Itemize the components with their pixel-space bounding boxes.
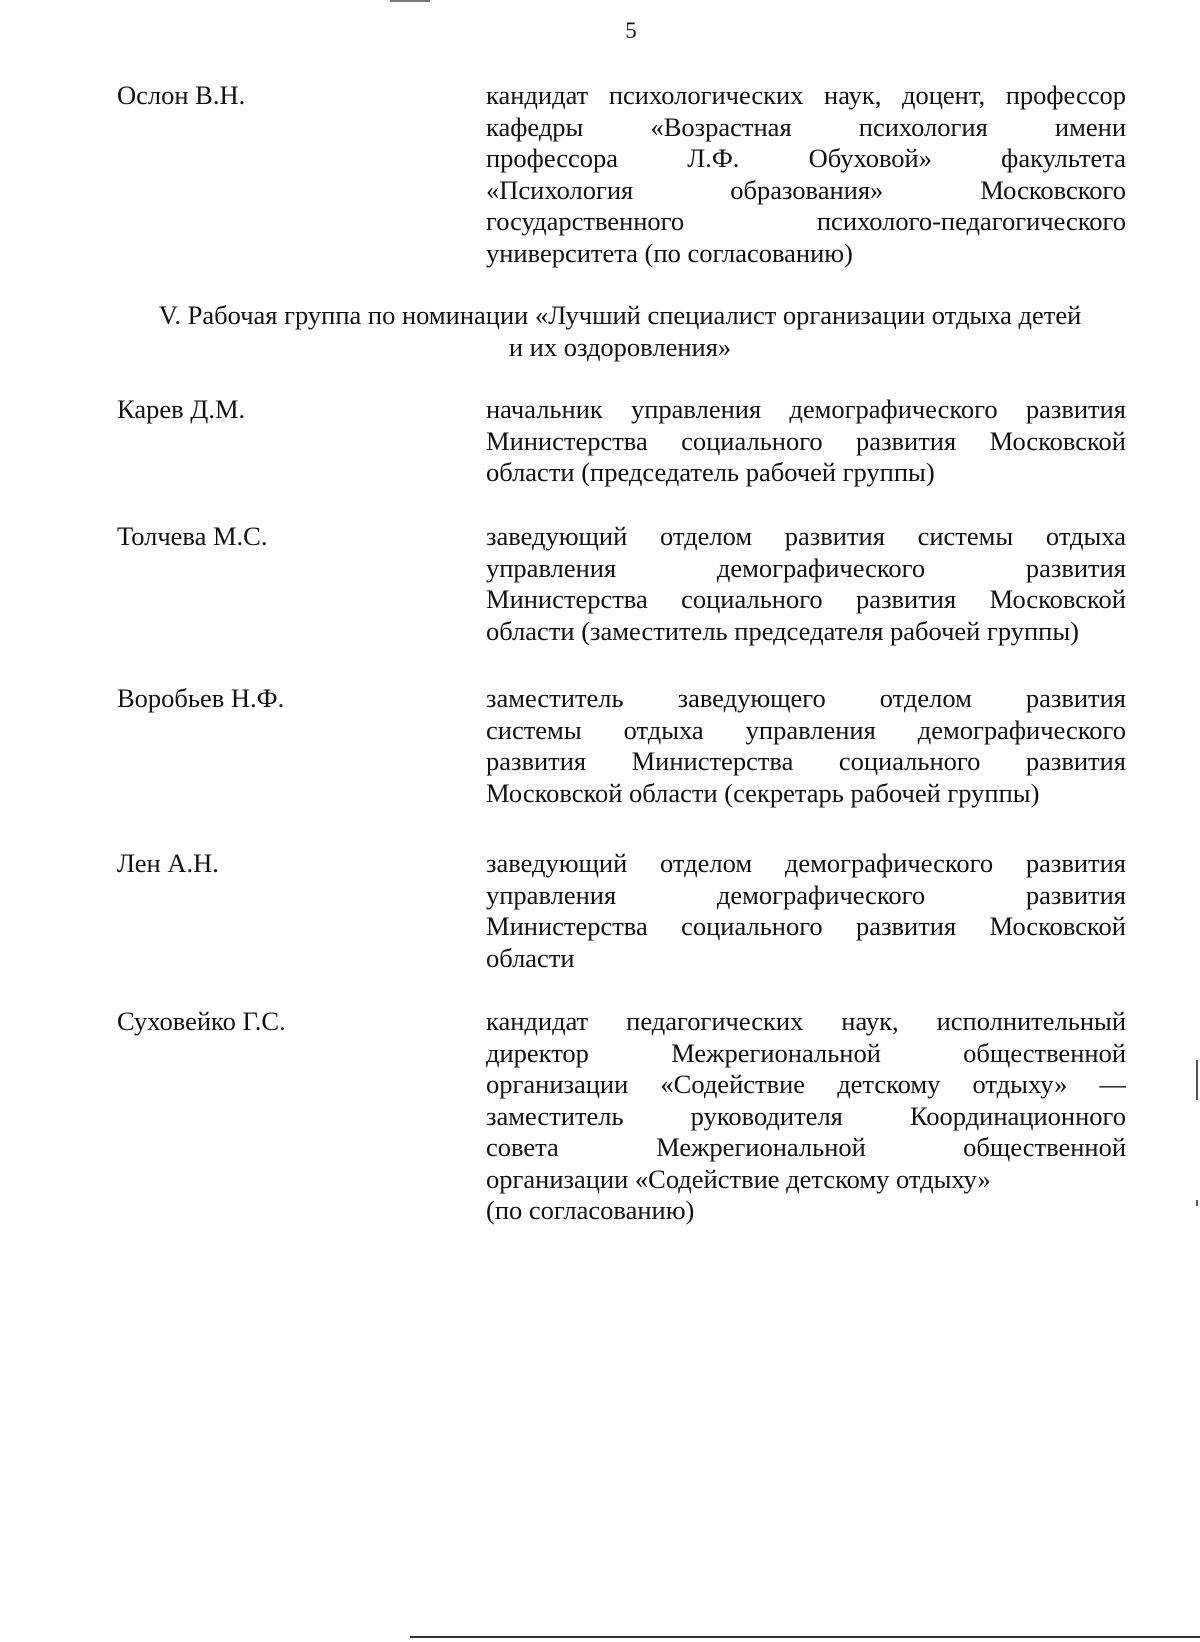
member-name: Карев Д.М. xyxy=(117,394,246,424)
description-line: области xyxy=(486,942,575,973)
member-description xyxy=(486,1006,1126,1227)
description-line: кандидат психологических наук, доцент, профессор xyxy=(486,80,1126,110)
description-line: Министерства социального развития Московской xyxy=(486,425,1126,456)
description-line: Московской области (секретарь рабочей группы) xyxy=(486,777,1040,808)
member-description xyxy=(486,848,1126,974)
description-line: Министерства социального развития Московской xyxy=(486,911,1126,941)
description-line: области (заместитель председателя рабочей группы) xyxy=(486,615,1079,646)
description-line: организации «Содействие детскому отдыху» — xyxy=(486,1069,1126,1099)
section-heading xyxy=(110,300,1130,363)
member-name: Ослон В.Н. xyxy=(117,80,246,110)
description-line: университета (по согласованию) xyxy=(486,237,853,268)
description-line: Министерства социального развития Московской xyxy=(486,584,1126,614)
member-name: Лен А.Н. xyxy=(117,848,219,878)
description-line: государственного психолого-педагогического xyxy=(486,206,1126,236)
page-number: 5 xyxy=(625,18,637,43)
member-description xyxy=(486,521,1126,647)
description-line: заместитель заведующего отделом развития xyxy=(486,683,1126,713)
description-line: «Психология образования» Московского xyxy=(486,174,1126,205)
description-line: профессора Л.Ф. Обуховой» факультета xyxy=(486,143,1126,173)
description-line: управления демографического развития xyxy=(486,879,1126,910)
description-line: заведующий отделом развития системы отдыха xyxy=(486,521,1126,551)
section-heading-line: V. Рабочая группа по номинации «Лучший специалист организации отдыха детей xyxy=(158,300,1082,330)
description-line: организации «Содействие детскому отдыху» xyxy=(486,1163,991,1194)
member-description xyxy=(486,683,1126,809)
member-name: Воробьев Н.Ф. xyxy=(117,683,285,713)
description-line: системы отдыха управления демографического xyxy=(486,714,1126,745)
member-description xyxy=(486,80,1126,269)
description-line: заместитель руководителя Координационного xyxy=(486,1100,1126,1131)
description-line: развития Министерства социального развития xyxy=(486,746,1126,776)
description-line: совета Межрегиональной общественной xyxy=(486,1132,1126,1162)
scan-edge-mark xyxy=(1196,1060,1198,1100)
description-line: управления демографического развития xyxy=(486,552,1126,583)
description-line: директор Межрегиональной общественной xyxy=(486,1037,1126,1068)
description-line: (по согласованию) xyxy=(486,1195,695,1225)
section-heading-line: и их оздоровления» xyxy=(508,331,732,362)
member-name: Толчева М.С. xyxy=(117,521,268,551)
scan-edge-mark xyxy=(1196,1200,1198,1206)
member-description xyxy=(486,394,1126,489)
bottom-scan-rule xyxy=(410,1636,1200,1638)
description-line: области (председатель рабочей группы) xyxy=(486,457,935,487)
member-name: Суховейко Г.С. xyxy=(117,1006,286,1036)
description-line: кафедры «Возрастная психология имени xyxy=(486,111,1126,142)
description-line: начальник управления демографического развития xyxy=(486,394,1126,424)
description-line: заведующий отделом демографического развития xyxy=(486,848,1126,878)
description-line: кандидат педагогических наук, исполнительный xyxy=(486,1006,1126,1036)
top-scan-rule xyxy=(390,0,430,2)
